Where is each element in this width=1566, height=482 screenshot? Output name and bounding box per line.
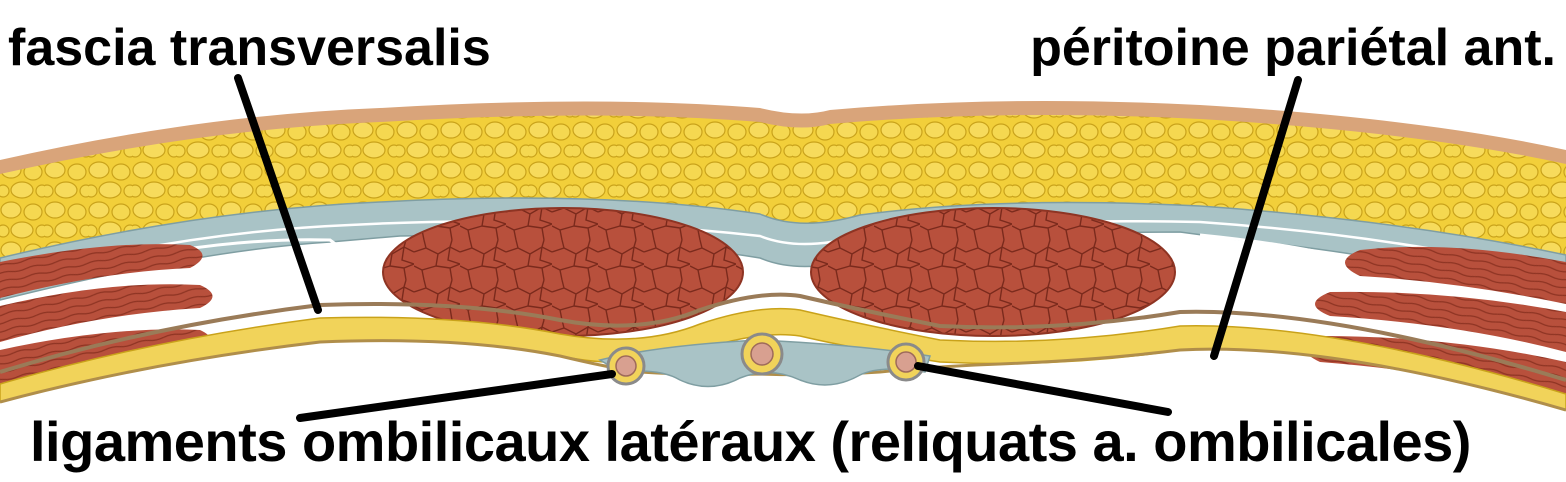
left-rectus-abdominis	[383, 208, 743, 336]
umbilical-ligament-right	[888, 344, 924, 380]
leader-line-ligament-right	[918, 366, 1168, 412]
right-rectus-abdominis	[811, 208, 1175, 336]
label-ligaments-ombilicaux: ligaments ombilicaux latéraux (reliquats a. ombilicales)	[30, 410, 1471, 473]
label-peritoine-parietal: péritoine pariétal ant.	[1030, 19, 1556, 77]
umbilical-ligament-median	[742, 334, 782, 374]
umbilical-ligament-left	[608, 348, 644, 384]
label-fascia-transversalis: fascia transversalis	[8, 19, 491, 77]
